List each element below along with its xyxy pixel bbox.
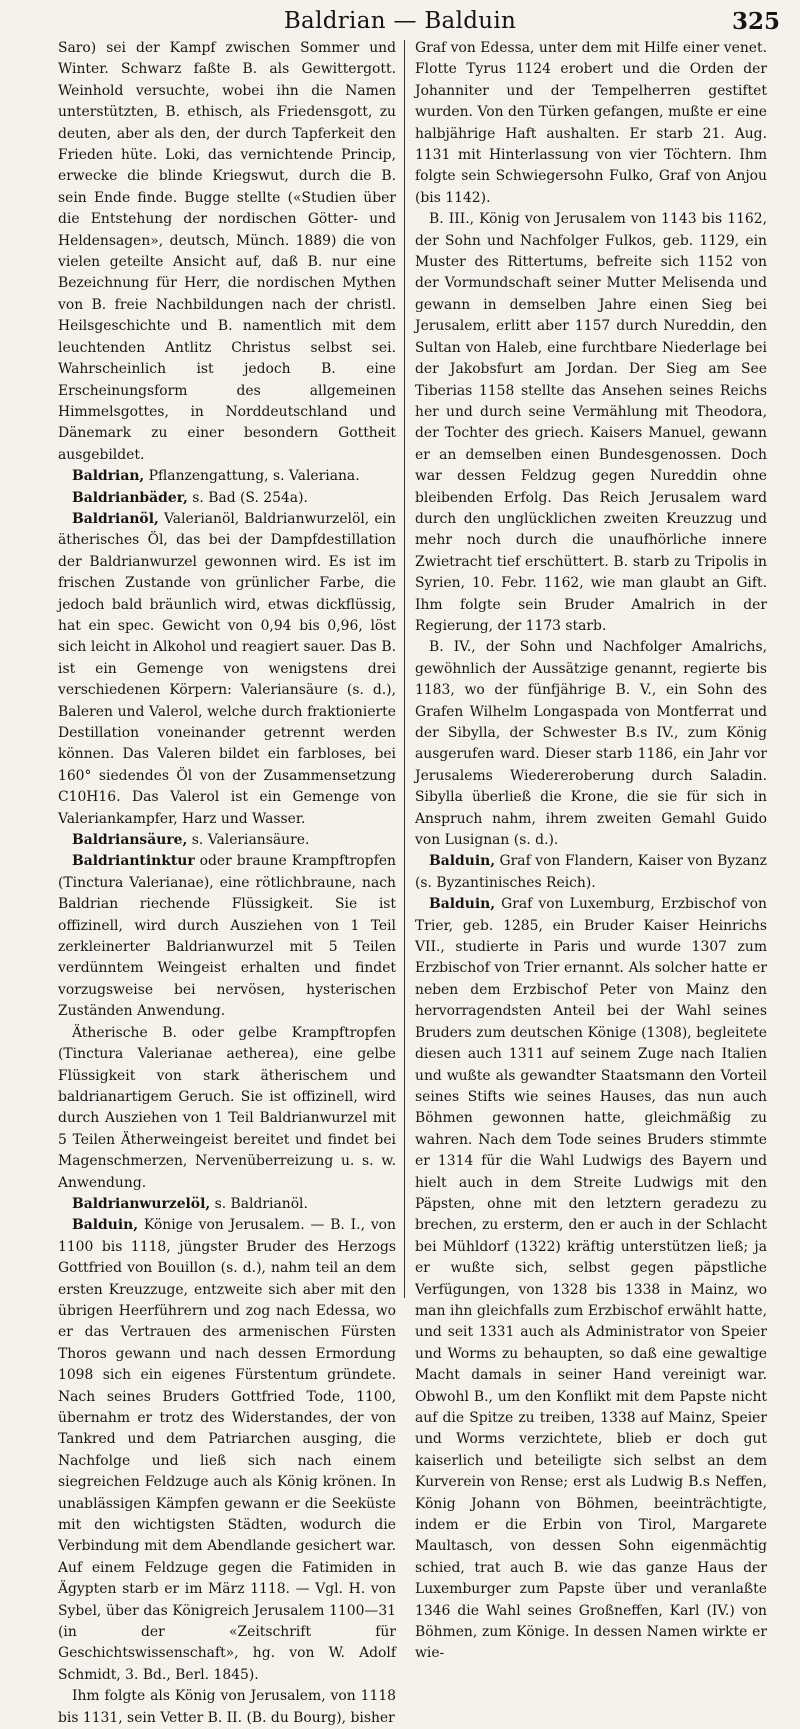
entry-headword: Baldrian, xyxy=(72,468,145,485)
entry-text: oder braune Krampftropfen (Tinctura Valerianae), eine rötlichbraune, nach Baldrian riechende Flüssigkeit. Sie ist offizinell, wird durch Ausziehen von 1 Teil zerkleinerter Baldrianwurzel mit 5 Teilen verdünntem Weingeist erhalten und findet vorzugsweise bei nervösen, hysterischen Zuständen Anwendung. xyxy=(58,853,396,1020)
article-paragraph xyxy=(58,1023,396,1194)
article-paragraph xyxy=(58,851,396,1022)
entry-headword: Baldrianbäder, xyxy=(72,489,188,506)
article-paragraph xyxy=(415,209,767,637)
entry-headword: Baldrianöl, xyxy=(72,510,159,527)
entry-text: s. Valeriansäure. xyxy=(187,832,310,849)
page-title: Baldrian — Balduin xyxy=(283,8,517,34)
article-paragraph xyxy=(58,509,396,830)
entry-text: Graf von Flandern, Kaiser von Byzanz (s. Byzantinisches Reich). xyxy=(415,853,767,891)
entry-headword: Balduin, xyxy=(72,1217,139,1234)
article-paragraph xyxy=(58,830,396,851)
entry-headword: Baldriansäure, xyxy=(72,832,188,849)
article-paragraph xyxy=(415,38,767,209)
page-number: 325 xyxy=(731,8,780,35)
article-paragraph xyxy=(415,894,767,1665)
article-paragraph xyxy=(415,637,767,851)
entry-headword: Baldriantinktur xyxy=(72,853,195,870)
article-paragraph xyxy=(58,466,396,487)
running-head xyxy=(0,4,800,34)
entry-text: Pflanzengattung, s. Valeriana. xyxy=(144,468,360,485)
article-paragraph xyxy=(415,851,767,894)
entry-text: B. III., König von Jerusalem von 1143 bis 1162, der Sohn und Nachfolger Fulkos, geb. 1129, ein Muster des Rittertums, befreite sich 1152 von der Vormundschaft seiner Mutter Melisenda und gewann in demselben Jahre einen Sieg bei Jerusalem, erlitt aber 1157 durch Nureddin, den Sultan von Haleb, eine furchtbare Niederlage bei der Jakobsfurt am Jordan. Der Sieg am See Tiberias 1158 stellte das Ansehen seines Reichs her und durch seine Vermählung mit Theodora, der Tochter des griech. Kaisers Manuel, gewann er an demselben einen Bundesgenossen. Doch war dessen Feldzug gegen Nureddin ohne bleibenden Erfolg. Das Reich Jerusalem ward durch den unglücklichen zweiten Kreuzzug und mehr noch durch die unaufhörliche innere Zwietracht tief erschüttert. B. starb zu Tripolis in Syrien, 10. Febr. 1162, wie man glaubt an Gift. Ihm folgte sein Bruder Amalrich in der Regierung, der 1173 starb. xyxy=(415,211,767,634)
entry-text: Graf von Edessa, unter dem mit Hilfe einer venet. Flotte Tyrus 1124 erobert und die Orden der Johanniter und der Tempelherren gestiftet wurden. Von den Türken gefangen, mußte er eine halbjährige Haft aushalten. Er starb 21. Aug. 1131 mit Hinterlassung von vier Töchtern. Ihm folgte sein Schwiegersohn Fulko, Graf von Anjou (bis 1142). xyxy=(415,40,767,206)
entry-headword: Balduin, xyxy=(429,896,496,913)
article-paragraph xyxy=(58,1686,396,1729)
entry-text: Könige von Jerusalem. — B. I., von 1100 bis 1118, jüngster Bruder des Herzogs Gottfried von Bouillon (s. d.), nahm teil an dem ersten Kreuzzuge, entzweite sich aber mit den übrigen Heerführern und zog nach Edessa, wo er das Vertrauen des armenischen Fürsten Thoros gewann und nach dessen Ermordung 1098 sich ein eigenes Fürstentum gründete. Nach seines Bruders Gottfried Tode, 1100, übernahm er trotz des Widerstandes, der von Tankred und dem Patriarchen ausging, die Nachfolge und ließ sich nach einem siegreichen Feldzuge auch als König krönen. In unablässigen Kämpfen gewann er die Seeküste mit den wichtigsten Städten, wodurch die Verbindung mit dem Abendlande gesichert war. Auf einem Feldzuge gegen die Fatimiden in Ägypten starb er im März 1118. — Vgl. H. von Sybel, über das Königreich Jerusalem 1100—31 (in der «Zeitschrift für Geschichtswissenschaft», hg. von W. Adolf Schmidt, 3. Bd., Berl. 1845). xyxy=(58,1217,396,1683)
entry-text: Valerianöl, Baldrianwurzelöl, ein ätherisches Öl, das bei der Dampfdestillation der Baldrianwurzel gewonnen wird. Es ist im frischen Zustande von grünlicher Farbe, die jedoch bald bräunlich wird, etwas dickflüssig, hat ein spec. Gewicht von 0,94 bis 0,96, löst sich leicht in Alkohol und reagiert sauer. Das B. ist ein Gemenge von wenigstens drei verschiedenen Körpern: Valeriansäure (s. d.), Baleren und Valerol, welche durch fraktionierte Destillation voneinander getrennt werden können. Das Valeren bildet ein farbloses, bei 160° siedendes Öl von der Zusammensetzung C10H16. Das Valerol ist ein Gemenge von Valeriankampfer, Harz und Wasser. xyxy=(58,510,396,827)
entry-text: Graf von Luxemburg, Erzbischof von Trier, geb. 1285, ein Bruder Kaiser Heinrichs VII., studierte in Paris und wurde 1307 zum Erzbischof von Trier ernannt. Als solcher hatte er neben dem Erzbischof Peter von Mainz den hervorragendsten Anteil bei der Wahl seines Bruders zum deutschen Könige (1308), begleitete diesen auch 1311 auf seinem Zuge nach Italien und wußte als gewandter Staatsmann den Vorteil seines Stifts wie seines Hauses, das nun auch Böhmen gewonnen hatte, gleichmäßig zu wahren. Nach dem Tode seines Bruders stimmte er 1314 für die Wahl Ludwigs des Bayern und hielt auch in dem Streite Ludwigs mit den Päpsten, ohne mit den letztern geradezu zu brechen, zu ersterm, den er auch in der Schlacht bei Mühldorf (1322) kräftig unterstützen ließ; ja er wußte sich, selbst gegen päpstliche Verfügungen, von 1328 bis 1338 in Mainz, wo man ihn gleichfalls zum Erzbischof erwählt hatte, und seit 1331 auch als Administrator von Speier und Worms zu behaupten, so daß eine gewaltige Macht damals in seiner Hand vereinigt war. Obwohl B., um den Konflikt mit dem Papste nicht auf die Spitze zu treiben, 1338 auf Mainz, Speier und Worms verzichtete, blieb er doch gut kaiserlich und beteiligte sich selbst an dem Kurverein von Rense; erst als Ludwig B.s Neffen, König Johann von Böhmen, beeinträchtigte, indem er die Erbin von Tirol, Margarete Maultasch, von dessen Sohn eigenmächtig schied, trat auch B. wie das ganze Haus der Luxemburger zum Papste über und veranlaßte 1346 die Wahl seines Großneffen, Karl (IV.) von Böhmen, zum Könige. In dessen Namen wirkte er wie- xyxy=(415,896,767,1662)
entry-text: Ihm folgte als König von Jerusalem, von 1118 bis 1131, sein Vetter B. II. (B. du Bourg), bisher xyxy=(58,1688,396,1726)
entry-text: s. Bad (S. 254a). xyxy=(187,489,308,506)
left-column xyxy=(58,38,404,1729)
entry-headword: Baldrianwurzelöl, xyxy=(72,1195,211,1212)
entry-text: B. IV., der Sohn und Nachfolger Amalrichs, gewöhnlich der Aussätzige genannt, regierte bis 1183, wo der fünfjährige B. V., ein Sohn des Grafen Wilhelm Longaspada von Montferrat und der Sibylla, der Schwester B.s IV., zum König ausgerufen ward. Dieser starb 1186, ein Jahr vor Jerusalems Wiedereroberung durch Saladin. Sibylla überließ die Krone, die sie für sich in Anspruch nahm, ihrem zweiten Gemahl Guido von Lusignan (s. d.). xyxy=(415,639,767,849)
article-paragraph xyxy=(58,1215,396,1686)
article-paragraph xyxy=(58,488,396,509)
entry-text: s. Baldrianöl. xyxy=(210,1195,308,1212)
entry-text: Saro) sei der Kampf zwischen Sommer und Winter. Schwarz faßte B. als Gewittergott. Weinhold versuchte, wobei ihn die Namen unterstützten, B. ethisch, als Friedensgott, zu deuten, aber als den, der durch Tapferkeit den Frieden hüte. Loki, das vernichtende Princip, erwecke die blinde Kriegswut, durch die B. sein Ende finde. Bugge stellte («Studien über die Entstehung der nordischen Götter- und Heldensagen», deutsch, Münch. 1889) die von vielen geteilte Ansicht auf, daß B. nur eine Bezeichnung für Herr, die nordischen Mythen von B. freie Nachbildungen nach der christl. Heilsgeschichte und B. namentlich mit dem leuchtenden Antlitz Christus selbst sei. Wahrscheinlich ist jedoch B. eine Erscheinungsform des allgemeinen Himmelsgottes, in Norddeutschland und Dänemark zu einer besondern Gottheit ausgebildet. xyxy=(58,40,396,463)
text-columns xyxy=(58,38,778,1729)
entry-headword: Balduin, xyxy=(429,853,496,870)
entry-text: Ätherische B. oder gelbe Krampftropfen (Tinctura Valerianae aetherea), eine gelbe Flüssigkeit von stark ätherischem und baldrianartigem Geruch. Sie ist offizinell, wird durch Ausziehen von 1 Teil Baldrianwurzel mit 5 Teilen Ätherweingeist bereitet und findet bei Magenschmerzen, Nervenüberreizung u. s. w. Anwendung. xyxy=(58,1024,396,1191)
article-paragraph xyxy=(58,38,396,466)
right-column xyxy=(405,38,767,1729)
article-paragraph xyxy=(58,1194,396,1215)
